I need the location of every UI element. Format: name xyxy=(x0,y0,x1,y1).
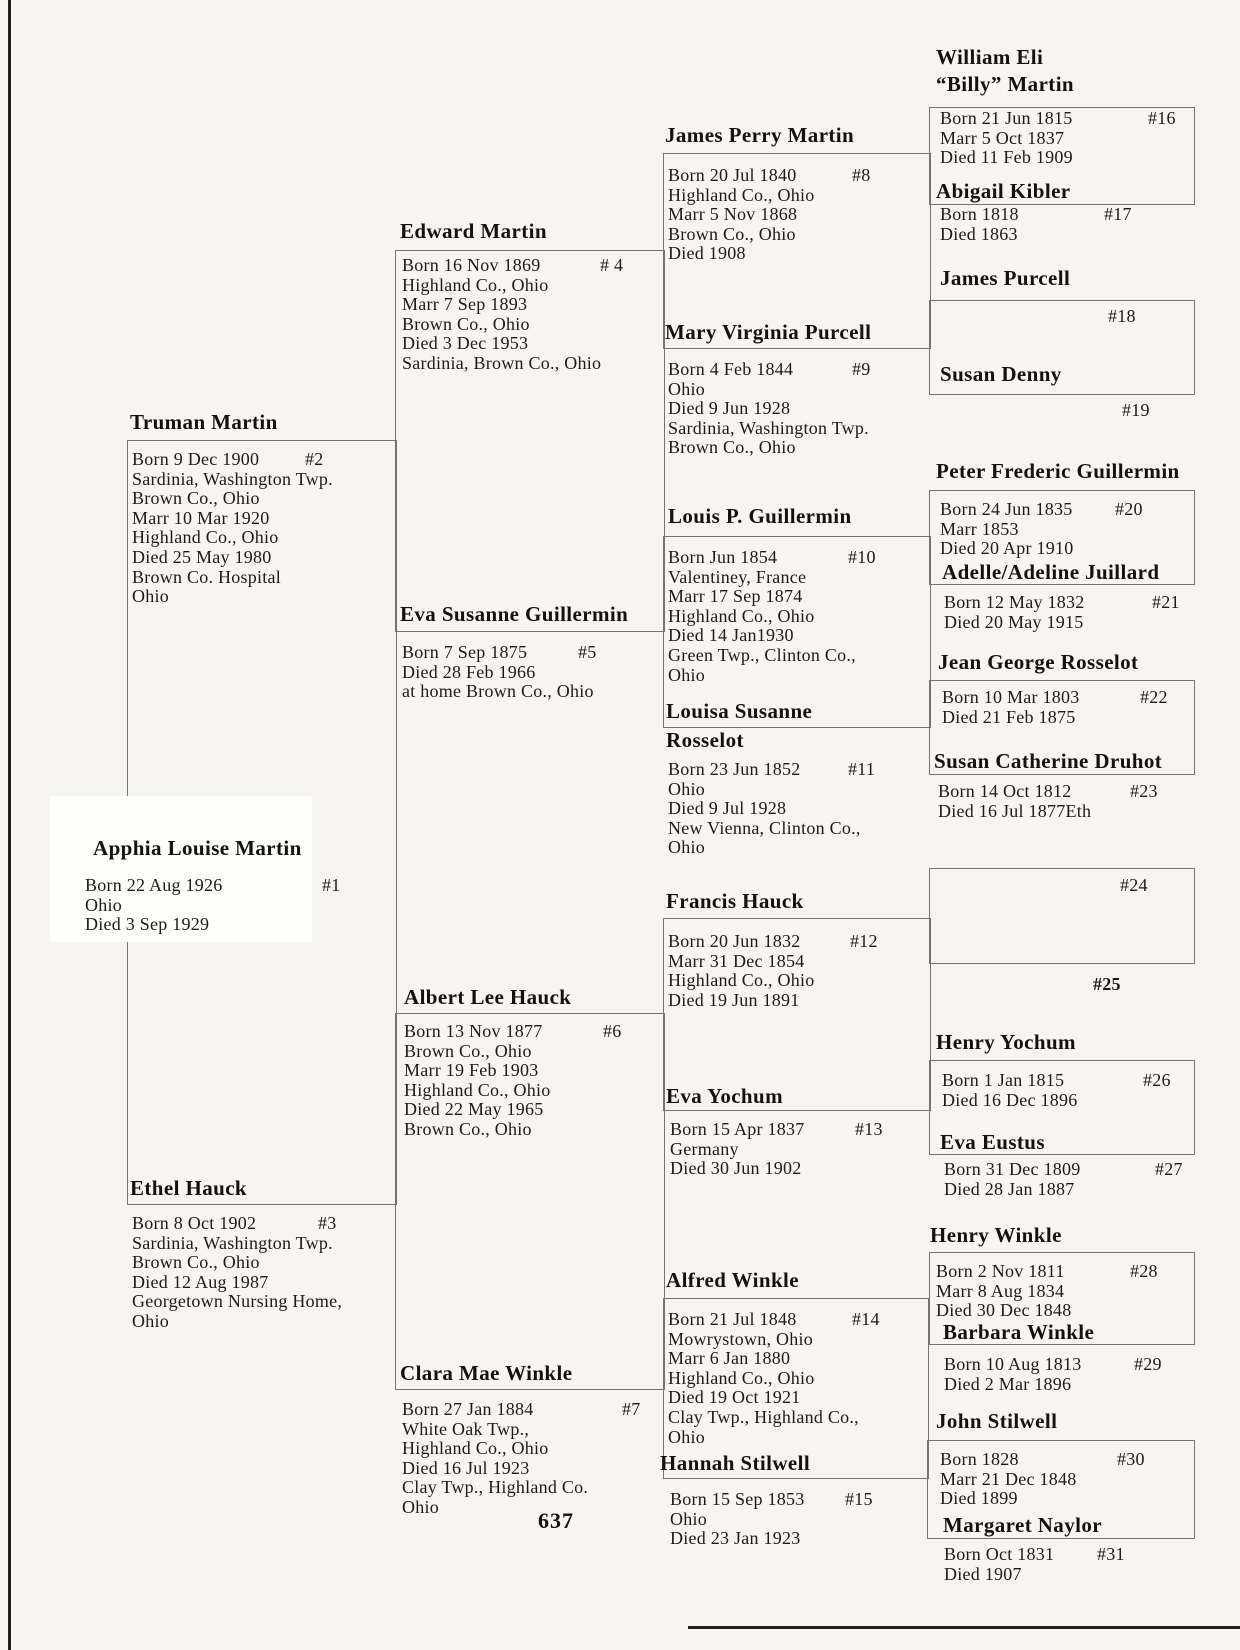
person-name-17: Abigail Kibler xyxy=(936,179,1071,203)
detail-line: Died 1899 xyxy=(940,1488,1018,1509)
detail-line: Born 13 Nov 1877 xyxy=(404,1021,543,1041)
person-number-20: #20 xyxy=(1115,499,1143,519)
detail-line: Born 14 Oct 1812 xyxy=(938,781,1072,801)
detail-line: Born 1 Jan 1815 xyxy=(942,1070,1065,1090)
person-name-28: Henry Winkle xyxy=(930,1223,1062,1247)
detail-line: Marr 8 Aug 1834 xyxy=(936,1280,1065,1301)
detail-line: Died 11 Feb 1909 xyxy=(940,147,1073,168)
detail-line: Brown Co. Hospital xyxy=(132,566,282,587)
person-name-16-line2: “Billy” Martin xyxy=(936,72,1075,96)
person-details-28 xyxy=(936,1262,1071,1321)
detail-line: Born Oct 1831 xyxy=(944,1544,1055,1564)
person-details-20 xyxy=(940,500,1074,559)
person-name-7: Clara Mae Winkle xyxy=(400,1361,573,1385)
person-details-3 xyxy=(132,1214,342,1332)
detail-line: Ohio xyxy=(132,586,169,607)
person-name-3: Ethel Hauck xyxy=(130,1176,247,1200)
detail-line: Born 21 Jun 1815 xyxy=(940,108,1073,128)
detail-line: Died 14 Jan1930 xyxy=(668,625,794,646)
detail-line: Died 1863 xyxy=(940,223,1018,244)
person-number-9: #9 xyxy=(852,359,871,379)
couple-box-24-25 xyxy=(929,868,1195,964)
person-name-18: James Purcell xyxy=(940,266,1071,290)
person-number-17: #17 xyxy=(1104,204,1132,224)
person-name-12: Francis Hauck xyxy=(666,889,804,913)
person-number-24: #24 xyxy=(1120,875,1148,895)
person-details-1 xyxy=(85,876,223,935)
detail-line: White Oak Twp., xyxy=(402,1418,530,1439)
detail-line: Died 23 Jan 1923 xyxy=(670,1528,801,1549)
detail-line: Sardinia, Washington Twp. xyxy=(668,417,869,438)
detail-line: Highland Co., Ohio xyxy=(668,184,815,205)
detail-line: Died 9 Jul 1928 xyxy=(668,798,787,819)
detail-line: Brown Co., Ohio xyxy=(404,1118,532,1139)
detail-line: Sardinia, Washington Twp. xyxy=(132,1232,333,1253)
person-name-21: Adelle/Adeline Juillard xyxy=(942,560,1160,584)
person-details-2 xyxy=(132,450,333,607)
person-name-16-line1: William Eli xyxy=(936,45,1044,69)
person-name-11-line2: Rosselot xyxy=(666,728,744,752)
person-details-31 xyxy=(944,1545,1054,1584)
detail-line: Marr 5 Nov 1868 xyxy=(668,204,798,225)
detail-line: at home Brown Co., Ohio xyxy=(402,681,594,702)
detail-line: Marr 10 Mar 1920 xyxy=(132,507,270,528)
detail-line: Died 2 Mar 1896 xyxy=(944,1373,1072,1394)
person-number-23: #23 xyxy=(1130,781,1158,801)
detail-line: Sardinia, Brown Co., Ohio xyxy=(402,352,602,373)
detail-line: Died 1908 xyxy=(668,243,746,264)
person-name-5: Eva Susanne Guillermin xyxy=(400,602,629,626)
detail-line: Died 20 Apr 1910 xyxy=(940,538,1074,559)
detail-line: Died 30 Dec 1848 xyxy=(936,1300,1072,1321)
person-number-29: #29 xyxy=(1134,1354,1162,1374)
person-details-29 xyxy=(944,1355,1082,1394)
person-name-30: John Stilwell xyxy=(936,1409,1058,1433)
detail-line: Died 3 Sep 1929 xyxy=(85,914,210,935)
detail-line: Brown Co., Ohio xyxy=(132,1252,260,1273)
person-name-26: Henry Yochum xyxy=(936,1030,1076,1054)
detail-line: Died 12 Aug 1987 xyxy=(132,1271,269,1292)
detail-line: Marr 31 Dec 1854 xyxy=(668,950,805,971)
detail-line: Highland Co., Ohio xyxy=(402,274,549,295)
person-details-15 xyxy=(670,1490,805,1549)
detail-line: Born 7 Sep 1875 xyxy=(402,642,528,662)
detail-line: Mowrystown, Ohio xyxy=(668,1328,814,1349)
person-details-12 xyxy=(668,932,815,1010)
person-details-30 xyxy=(940,1450,1076,1509)
person-details-8 xyxy=(668,166,815,264)
detail-line: Died 16 Jul 1923 xyxy=(402,1457,530,1478)
detail-line: Ohio xyxy=(670,1508,707,1529)
detail-line: Born 10 Mar 1803 xyxy=(942,687,1080,707)
person-number-31: #31 xyxy=(1097,1544,1125,1564)
detail-line: Born 20 Jul 1840 xyxy=(668,165,797,185)
detail-line: Died 21 Feb 1875 xyxy=(942,706,1076,727)
person-name-14: Alfred Winkle xyxy=(666,1268,799,1292)
person-name-1: Apphia Louise Martin xyxy=(93,836,302,860)
detail-line: Born 1828 xyxy=(940,1449,1019,1469)
detail-line: Died 16 Dec 1896 xyxy=(942,1089,1078,1110)
person-number-7: #7 xyxy=(622,1399,641,1419)
person-details-21 xyxy=(944,593,1085,632)
person-number-11: #11 xyxy=(848,759,876,779)
person-number-10: #10 xyxy=(848,547,876,567)
person-name-2: Truman Martin xyxy=(130,410,278,434)
detail-line: Born 8 Oct 1902 xyxy=(132,1213,257,1233)
detail-line: Georgetown Nursing Home, xyxy=(132,1291,343,1312)
detail-line: Highland Co., Ohio xyxy=(668,1367,815,1388)
person-name-22: Jean George Rosselot xyxy=(938,650,1139,674)
detail-line: Died 9 Jun 1928 xyxy=(668,398,791,419)
person-details-6 xyxy=(404,1022,551,1140)
detail-line: Ohio xyxy=(668,837,705,858)
person-number-15: #15 xyxy=(845,1489,873,1509)
person-details-7 xyxy=(402,1400,588,1518)
person-details-13 xyxy=(670,1120,805,1179)
person-name-15: Hannah Stilwell xyxy=(660,1451,811,1475)
page-number: 637 xyxy=(538,1508,574,1533)
person-name-8: James Perry Martin xyxy=(665,123,855,147)
person-number-22: #22 xyxy=(1140,687,1168,707)
person-details-22 xyxy=(942,688,1080,727)
detail-line: Marr 21 Dec 1848 xyxy=(940,1468,1077,1489)
person-number-19: #19 xyxy=(1122,400,1150,420)
detail-line: Highland Co., Ohio xyxy=(668,605,815,626)
person-number-25: #25 xyxy=(1093,974,1121,994)
person-number-5: #5 xyxy=(578,642,597,662)
detail-line: Died 25 May 1980 xyxy=(132,546,272,567)
detail-line: Highland Co., Ohio xyxy=(404,1079,551,1100)
person-name-11-line1: Louisa Susanne xyxy=(666,699,813,723)
detail-line: New Vienna, Clinton Co., xyxy=(668,817,861,838)
person-number-30: #30 xyxy=(1117,1449,1145,1469)
person-details-14 xyxy=(668,1310,859,1447)
scan-edge-bottom xyxy=(688,1626,1240,1629)
detail-line: Ohio xyxy=(85,894,122,915)
detail-line: Marr 5 Oct 1837 xyxy=(940,127,1065,148)
detail-line: Born 15 Apr 1837 xyxy=(670,1119,805,1139)
detail-line: Clay Twp., Highland Co. xyxy=(402,1477,589,1498)
person-number-4: # 4 xyxy=(600,255,624,275)
detail-line: Germany xyxy=(670,1138,739,1159)
person-number-16: #16 xyxy=(1148,108,1176,128)
person-number-3: #3 xyxy=(318,1213,337,1233)
person-name-9: Mary Virginia Purcell xyxy=(665,320,872,344)
scan-edge-left xyxy=(8,0,11,1650)
detail-line: Brown Co., Ohio xyxy=(402,313,530,334)
detail-line: Born 15 Sep 1853 xyxy=(670,1489,805,1509)
person-details-5 xyxy=(402,643,594,702)
detail-line: Marr 7 Sep 1893 xyxy=(402,294,528,315)
detail-line: Died 3 Dec 1953 xyxy=(402,333,529,354)
detail-line: Died 19 Jun 1891 xyxy=(668,989,800,1010)
person-name-6: Albert Lee Hauck xyxy=(404,985,572,1009)
detail-line: Highland Co., Ohio xyxy=(668,970,815,991)
detail-line: Brown Co., Ohio xyxy=(668,437,796,458)
detail-line: Marr 6 Jan 1880 xyxy=(668,1348,791,1369)
person-name-19: Susan Denny xyxy=(940,362,1062,386)
detail-line: Ohio xyxy=(668,664,705,685)
detail-line: Brown Co., Ohio xyxy=(132,488,260,509)
person-number-2: #2 xyxy=(305,449,324,469)
detail-line: Died 22 May 1965 xyxy=(404,1099,544,1120)
detail-line: Died 30 Jun 1902 xyxy=(670,1158,802,1179)
detail-line: Green Twp., Clinton Co., xyxy=(668,644,856,665)
detail-line: Born 1818 xyxy=(940,204,1019,224)
detail-line: Brown Co., Ohio xyxy=(404,1040,532,1061)
person-details-4 xyxy=(402,256,601,374)
person-number-14: #14 xyxy=(852,1309,880,1329)
person-name-10: Louis P. Guillermin xyxy=(668,504,852,528)
detail-line: Born 20 Jun 1832 xyxy=(668,931,801,951)
detail-line: Highland Co., Ohio xyxy=(402,1438,549,1459)
person-name-20: Peter Frederic Guillermin xyxy=(936,459,1180,483)
person-number-21: #21 xyxy=(1152,592,1180,612)
detail-line: Born 2 Nov 1811 xyxy=(936,1261,1065,1281)
person-number-18: #18 xyxy=(1108,306,1136,326)
detail-line: Ohio xyxy=(668,378,705,399)
person-number-6: #6 xyxy=(603,1021,622,1041)
person-number-8: #8 xyxy=(852,165,871,185)
detail-line: Marr 1853 xyxy=(940,518,1019,539)
detail-line: Born 16 Nov 1869 xyxy=(402,255,541,275)
person-name-29: Barbara Winkle xyxy=(943,1320,1095,1344)
person-number-12: #12 xyxy=(850,931,878,951)
person-name-27: Eva Eustus xyxy=(940,1130,1045,1154)
person-details-11 xyxy=(668,760,861,858)
person-name-31: Margaret Naylor xyxy=(943,1513,1102,1537)
person-name-4: Edward Martin xyxy=(400,219,547,243)
detail-line: Ohio xyxy=(402,1496,439,1517)
person-number-1: #1 xyxy=(322,875,341,895)
detail-line: Brown Co., Ohio xyxy=(668,223,796,244)
detail-line: Born 21 Jul 1848 xyxy=(668,1309,797,1329)
detail-line: Born 23 Jun 1852 xyxy=(668,759,801,779)
detail-line: Born 4 Feb 1844 xyxy=(668,359,794,379)
detail-line: Marr 19 Feb 1903 xyxy=(404,1060,539,1081)
detail-line: Born 31 Dec 1809 xyxy=(944,1159,1081,1179)
detail-line: Died 16 Jul 1877Eth xyxy=(938,800,1092,821)
person-details-27 xyxy=(944,1160,1080,1199)
person-details-17 xyxy=(940,205,1019,244)
person-details-16 xyxy=(940,109,1073,168)
person-details-9 xyxy=(668,360,869,458)
detail-line: Died 28 Jan 1887 xyxy=(944,1178,1075,1199)
detail-line: Highland Co., Ohio xyxy=(132,527,279,548)
person-details-23 xyxy=(938,782,1091,821)
detail-line: Ohio xyxy=(668,778,705,799)
detail-line: Born 10 Aug 1813 xyxy=(944,1354,1082,1374)
detail-line: Born 24 Jun 1835 xyxy=(940,499,1073,519)
detail-line: Died 28 Feb 1966 xyxy=(402,661,536,682)
detail-line: Born 27 Jan 1884 xyxy=(402,1399,534,1419)
detail-line: Died 19 Oct 1921 xyxy=(668,1387,801,1408)
detail-line: Born 12 May 1832 xyxy=(944,592,1085,612)
person-number-27: #27 xyxy=(1155,1159,1183,1179)
detail-line: Died 1907 xyxy=(944,1563,1022,1584)
person-details-10 xyxy=(668,548,856,685)
detail-line: Valentiney, France xyxy=(668,566,807,587)
detail-line: Born 22 Aug 1926 xyxy=(85,875,223,895)
person-number-13: #13 xyxy=(855,1119,883,1139)
person-name-23: Susan Catherine Druhot xyxy=(934,749,1163,773)
detail-line: Sardinia, Washington Twp. xyxy=(132,468,333,489)
detail-line: Ohio xyxy=(132,1310,169,1331)
detail-line: Born Jun 1854 xyxy=(668,547,778,567)
detail-line: Born 9 Dec 1900 xyxy=(132,449,260,469)
detail-line: Ohio xyxy=(668,1426,705,1447)
person-details-26 xyxy=(942,1071,1077,1110)
person-number-26: #26 xyxy=(1143,1070,1171,1090)
person-name-13: Eva Yochum xyxy=(666,1084,783,1108)
person-number-28: #28 xyxy=(1130,1261,1158,1281)
detail-line: Clay Twp., Highland Co., xyxy=(668,1406,859,1427)
detail-line: Died 20 May 1915 xyxy=(944,611,1084,632)
detail-line: Marr 17 Sep 1874 xyxy=(668,586,803,607)
